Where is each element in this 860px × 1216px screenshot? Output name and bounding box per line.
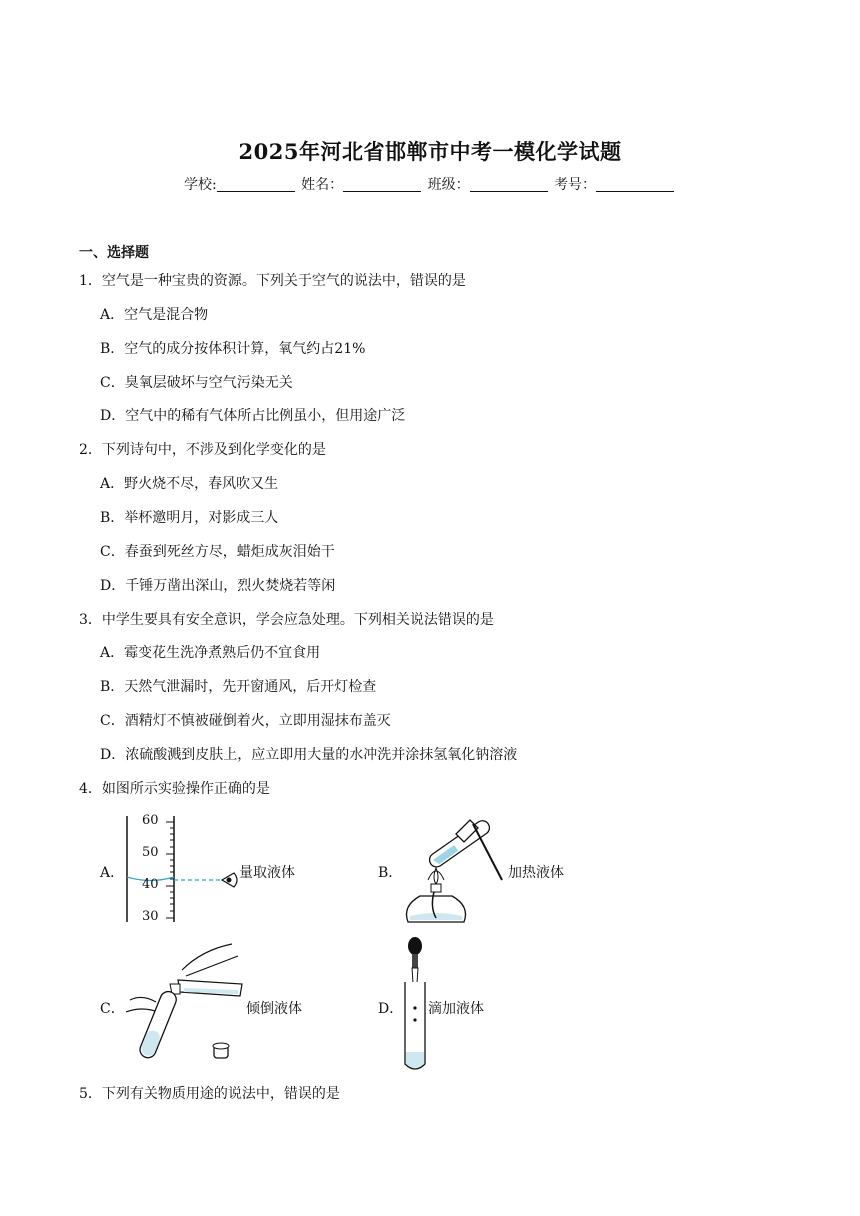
question-2-option-c[interactable]: C．春蚕到死丝方尽，蜡炬成灰泪始干 xyxy=(100,544,335,560)
figure-d-caption: 滴加液体 xyxy=(428,1001,484,1017)
question-1-option-d[interactable]: D．空气中的稀有气体所占比例虽小，但用途广泛 xyxy=(100,408,406,424)
name-blank[interactable] xyxy=(343,177,421,192)
question-2-stem: 2．下列诗句中，不涉及到化学变化的是 xyxy=(79,442,326,458)
figure-b-letter[interactable]: B． xyxy=(378,865,403,881)
exam-number-label: 考号： xyxy=(554,177,597,193)
question-4-stem: 4．如图所示实验操作正确的是 xyxy=(79,781,270,797)
figure-d-dropper-test-tube xyxy=(400,936,430,1076)
question-2-option-a[interactable]: A．野火烧不尽，春风吹又生 xyxy=(100,476,279,492)
figure-a-letter[interactable]: A． xyxy=(100,865,125,881)
question-2-option-d[interactable]: D．千锤万凿出深山，烈火焚烧若等闲 xyxy=(100,578,336,594)
figure-c-letter[interactable]: C． xyxy=(100,1001,125,1017)
question-1-stem: 1．空气是一种宝贵的资源。下列关于空气的说法中，错误的是 xyxy=(79,273,466,289)
question-3-option-c[interactable]: C．酒精灯不慎被碰倒着火，立即用湿抹布盖灭 xyxy=(100,713,391,729)
class-blank[interactable] xyxy=(470,177,548,192)
figure-c-caption: 倾倒液体 xyxy=(246,1001,302,1017)
school-label: 学校: xyxy=(183,177,217,193)
question-3-option-d[interactable]: D．浓硫酸溅到皮肤上，应立即用大量的水冲洗并涂抹氢氧化钠溶液 xyxy=(100,747,518,763)
figure-a-tick-40: 40 xyxy=(142,877,159,892)
class-label: 班级： xyxy=(427,177,470,193)
student-info-line xyxy=(0,174,860,194)
name-label: 姓名： xyxy=(301,177,344,193)
figure-b-caption: 加热液体 xyxy=(508,865,564,881)
figure-d-letter[interactable]: D． xyxy=(378,1001,404,1017)
question-5-stem: 5．下列有关物质用途的说法中，错误的是 xyxy=(79,1086,340,1102)
question-1-option-b[interactable]: B．空气的成分按体积计算，氧气约占21% xyxy=(100,341,366,357)
question-3-stem: 3．中学生要具有安全意识，学会应急处理。下列相关说法错误的是 xyxy=(79,612,494,628)
question-1-option-a[interactable]: A．空气是混合物 xyxy=(100,307,209,323)
figure-a-caption: 量取液体 xyxy=(239,865,295,881)
figure-c-pouring-hands xyxy=(122,940,246,1064)
exam-number-blank[interactable] xyxy=(596,177,674,192)
figure-a-tick-50: 50 xyxy=(142,845,159,860)
question-3-option-b[interactable]: B．天然气泄漏时，先开窗通风，后开灯检查 xyxy=(100,679,377,695)
figure-b-alcohol-lamp-test-tube xyxy=(398,812,508,932)
figure-a-cylinder xyxy=(118,812,248,924)
section-title: 一、选择题 xyxy=(79,245,149,261)
question-1-option-c[interactable]: C．臭氧层破坏与空气污染无关 xyxy=(100,375,293,391)
question-2-option-b[interactable]: B．举杯邀明月，对影成三人 xyxy=(100,510,279,526)
figure-a-tick-30: 30 xyxy=(142,909,159,924)
figure-a-tick-60: 60 xyxy=(142,813,159,828)
school-blank[interactable] xyxy=(217,177,295,192)
page-title: 2025年河北省邯郸市中考一模化学试题 xyxy=(238,139,622,164)
question-3-option-a[interactable]: A．霉变花生洗净煮熟后仍不宜食用 xyxy=(100,645,321,661)
